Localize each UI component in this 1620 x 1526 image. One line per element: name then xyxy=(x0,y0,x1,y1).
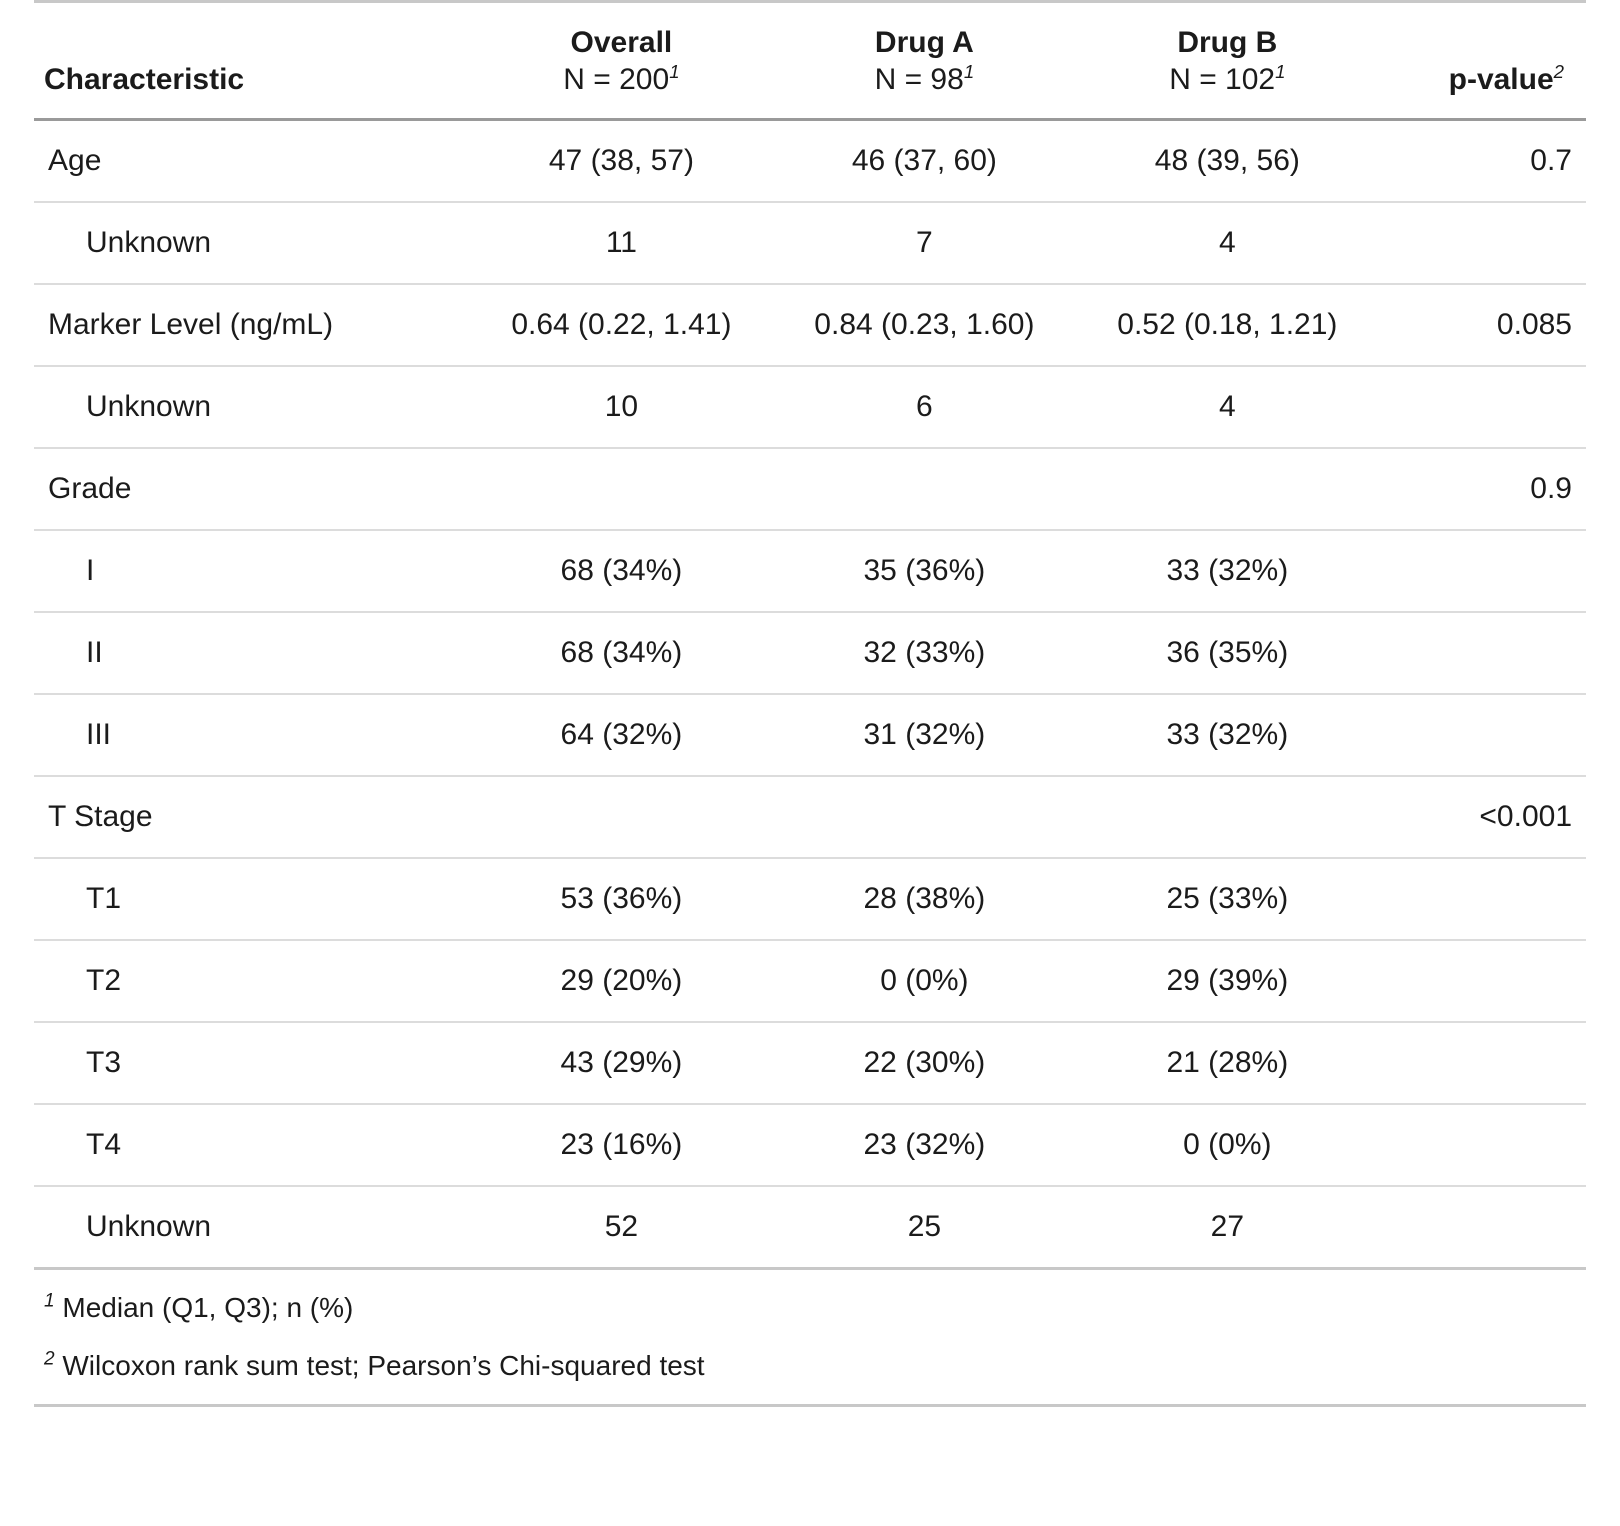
row-label: II xyxy=(34,612,470,694)
column-header-characteristic-title: Characteristic xyxy=(44,62,245,96)
cell-drug-a: 32 (33%) xyxy=(773,612,1076,694)
cell-drug-b: 33 (32%) xyxy=(1076,530,1379,612)
column-header-characteristic xyxy=(34,2,470,120)
column-header-overall-n xyxy=(484,62,759,99)
footnote-row xyxy=(34,1269,1586,1335)
cell-drug-b: 29 (39%) xyxy=(1076,940,1379,1022)
footnote-1-marker: 1 xyxy=(44,1290,55,1312)
row-label: T1 xyxy=(34,858,470,940)
row-label: III xyxy=(34,694,470,776)
column-header-drug-a-footnote-marker: 1 xyxy=(963,60,975,82)
cell-drug-b: 48 (39, 56) xyxy=(1076,120,1379,203)
row-label: Age xyxy=(34,120,470,203)
cell-drug-b: 0 (0%) xyxy=(1076,1104,1379,1186)
column-header-drug-a-n xyxy=(787,62,1062,99)
cell-drug-b: 33 (32%) xyxy=(1076,694,1379,776)
row-label: Unknown xyxy=(34,366,470,448)
cell-drug-a: 28 (38%) xyxy=(773,858,1076,940)
cell-p-value: 0.7 xyxy=(1379,120,1586,203)
cell-drug-a: 35 (36%) xyxy=(773,530,1076,612)
cell-drug-a: 25 xyxy=(773,1186,1076,1269)
table-row xyxy=(34,448,1586,530)
cell-drug-b: 27 xyxy=(1076,1186,1379,1269)
footnote-1-text: Median (Q1, Q3); n (%) xyxy=(62,1292,354,1324)
cell-overall: 47 (38, 57) xyxy=(470,120,773,203)
cell-drug-a xyxy=(773,776,1076,858)
cell-overall xyxy=(470,776,773,858)
cell-overall: 68 (34%) xyxy=(470,530,773,612)
table-row xyxy=(34,1186,1586,1269)
cell-overall: 11 xyxy=(470,202,773,284)
table-row xyxy=(34,940,1586,1022)
cell-drug-a xyxy=(773,448,1076,530)
cell-drug-b xyxy=(1076,448,1379,530)
cell-p-value: 0.9 xyxy=(1379,448,1586,530)
cell-drug-a: 46 (37, 60) xyxy=(773,120,1076,203)
cell-drug-b: 4 xyxy=(1076,366,1379,448)
cell-drug-b: 25 (33%) xyxy=(1076,858,1379,940)
cell-drug-b: 4 xyxy=(1076,202,1379,284)
cell-p-value xyxy=(1379,858,1586,940)
row-label: Unknown xyxy=(34,202,470,284)
footnote-1 xyxy=(34,1269,1586,1335)
summary-table xyxy=(34,0,1586,1407)
cell-p-value xyxy=(1379,940,1586,1022)
row-label: Marker Level (ng/mL) xyxy=(34,284,470,366)
cell-overall: 52 xyxy=(470,1186,773,1269)
column-header-drug-a-n-text: N = 98 xyxy=(874,62,964,96)
table-footnotes xyxy=(34,1269,1586,1406)
cell-drug-b: 21 (28%) xyxy=(1076,1022,1379,1104)
row-label: I xyxy=(34,530,470,612)
cell-p-value: <0.001 xyxy=(1379,776,1586,858)
table-row xyxy=(34,366,1586,448)
footnote-2 xyxy=(34,1334,1586,1406)
cell-overall: 10 xyxy=(470,366,773,448)
cell-overall: 64 (32%) xyxy=(470,694,773,776)
cell-p-value xyxy=(1379,202,1586,284)
column-header-p-value xyxy=(1379,2,1586,120)
column-header-overall-n-text: N = 200 xyxy=(563,62,670,96)
column-header-drug-a-title: Drug A xyxy=(874,26,974,59)
cell-p-value xyxy=(1379,1104,1586,1186)
footnote-2-text: Wilcoxon rank sum test; Pearson’s Chi-squared test xyxy=(62,1350,705,1382)
table-header xyxy=(34,2,1586,120)
cell-drug-a: 7 xyxy=(773,202,1076,284)
column-header-drug-b-n xyxy=(1090,62,1365,99)
cell-p-value xyxy=(1379,366,1586,448)
cell-overall: 43 (29%) xyxy=(470,1022,773,1104)
cell-drug-a: 0.84 (0.23, 1.60) xyxy=(773,284,1076,366)
column-header-p-value-footnote-marker: 2 xyxy=(1553,60,1564,82)
cell-p-value xyxy=(1379,694,1586,776)
cell-overall xyxy=(470,448,773,530)
cell-overall: 29 (20%) xyxy=(470,940,773,1022)
table-header-row xyxy=(34,2,1586,120)
row-label: T Stage xyxy=(34,776,470,858)
cell-drug-a: 6 xyxy=(773,366,1076,448)
table-row xyxy=(34,776,1586,858)
table-row xyxy=(34,530,1586,612)
table-row xyxy=(34,284,1586,366)
cell-overall: 53 (36%) xyxy=(470,858,773,940)
cell-drug-a: 23 (32%) xyxy=(773,1104,1076,1186)
table-row xyxy=(34,1104,1586,1186)
table-body xyxy=(34,120,1586,1269)
table-row xyxy=(34,694,1586,776)
column-header-drug-b xyxy=(1076,2,1379,120)
cell-overall: 23 (16%) xyxy=(470,1104,773,1186)
cell-p-value xyxy=(1379,1022,1586,1104)
cell-drug-a: 0 (0%) xyxy=(773,940,1076,1022)
row-label: Unknown xyxy=(34,1186,470,1269)
table-row xyxy=(34,858,1586,940)
column-header-drug-b-footnote-marker: 1 xyxy=(1275,60,1286,82)
cell-drug-a: 31 (32%) xyxy=(773,694,1076,776)
cell-drug-b: 0.52 (0.18, 1.21) xyxy=(1076,284,1379,366)
column-header-overall xyxy=(470,2,773,120)
column-header-drug-b-title: Drug B xyxy=(1177,26,1278,59)
footnote-2-marker: 2 xyxy=(44,1348,55,1370)
cell-p-value xyxy=(1379,530,1586,612)
table-row xyxy=(34,1022,1586,1104)
row-label: T3 xyxy=(34,1022,470,1104)
footnote-row xyxy=(34,1334,1586,1406)
column-header-drug-a xyxy=(773,2,1076,120)
row-label: T4 xyxy=(34,1104,470,1186)
column-header-p-value-title: p-value xyxy=(1448,62,1554,96)
cell-drug-a: 22 (30%) xyxy=(773,1022,1076,1104)
table-row xyxy=(34,120,1586,203)
cell-overall: 68 (34%) xyxy=(470,612,773,694)
column-header-overall-footnote-marker: 1 xyxy=(669,60,680,82)
cell-drug-b: 36 (35%) xyxy=(1076,612,1379,694)
table-row xyxy=(34,612,1586,694)
cell-p-value xyxy=(1379,612,1586,694)
row-label: Grade xyxy=(34,448,470,530)
cell-drug-b xyxy=(1076,776,1379,858)
cell-p-value xyxy=(1379,1186,1586,1269)
column-header-drug-b-n-text: N = 102 xyxy=(1169,62,1276,96)
cell-p-value: 0.085 xyxy=(1379,284,1586,366)
row-label: T2 xyxy=(34,940,470,1022)
cell-overall: 0.64 (0.22, 1.41) xyxy=(470,284,773,366)
table-row xyxy=(34,202,1586,284)
column-header-overall-title: Overall xyxy=(570,26,673,59)
